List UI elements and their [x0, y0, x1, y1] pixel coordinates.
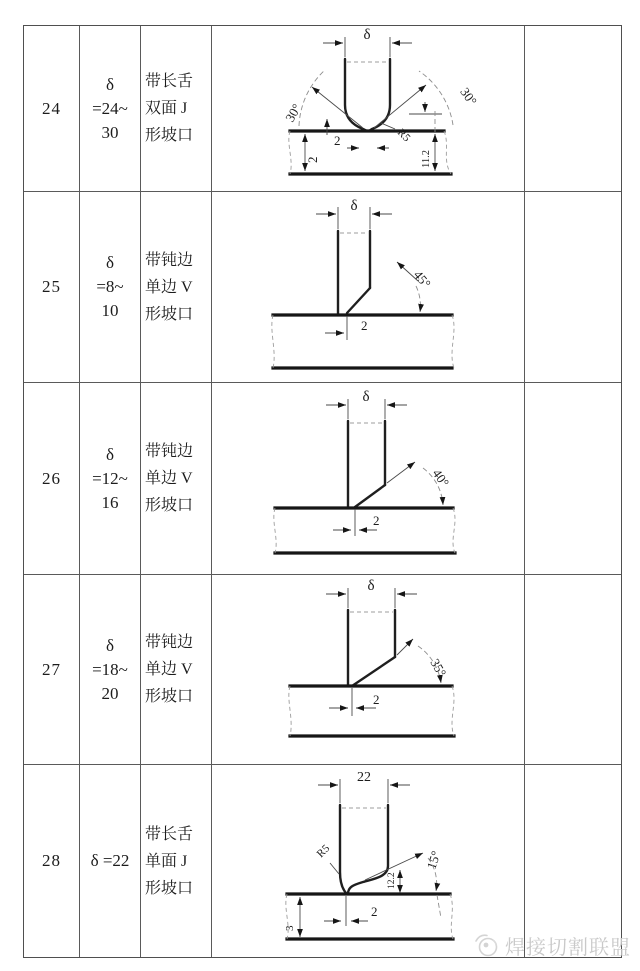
thickness-cell — [80, 575, 141, 765]
row-number: 24 — [42, 98, 61, 118]
watermark — [472, 930, 631, 960]
remarks-cell — [525, 192, 621, 383]
table-row — [24, 192, 621, 383]
dim-label-root-height: 3 — [283, 925, 296, 931]
groove-name-cell — [141, 765, 212, 957]
groove-name-line: 双面 J — [145, 100, 188, 117]
groove-name-line: 形坡口 — [145, 497, 194, 514]
delta-spec-line: =24~ — [92, 98, 128, 118]
groove-name-line: 单面 J — [145, 852, 188, 870]
dim-label-angle-left: 30° — [281, 100, 304, 124]
watermark-text: 焊接切割联盟 — [505, 936, 631, 959]
delta-spec-line: δ — [105, 74, 114, 94]
groove-name-cell — [141, 26, 212, 192]
thickness-cell — [80, 765, 141, 957]
groove-name-line: 带长舌 — [145, 73, 194, 90]
groove-name-cell — [141, 575, 212, 765]
single-j-groove-diagram — [213, 766, 524, 957]
single-bevel-groove-diagram — [213, 384, 524, 574]
thickness-cell — [80, 26, 141, 192]
thickness-cell — [80, 192, 141, 383]
diagram-cell — [212, 383, 525, 575]
dim-label-angle: 40° — [429, 465, 452, 490]
row-number-cell — [24, 383, 80, 575]
diagram-cell — [212, 192, 525, 383]
delta-spec-line: =8~ — [96, 277, 124, 296]
row-number: 27 — [42, 659, 61, 679]
delta-spec-line: δ — [105, 253, 114, 272]
delta-spec-line: 30 — [101, 122, 119, 142]
remarks-cell — [525, 26, 621, 192]
camera-lens-icon — [472, 930, 502, 960]
single-bevel-groove-diagram — [213, 193, 524, 382]
delta-spec-line: 10 — [101, 301, 119, 320]
diagram-cell — [212, 26, 525, 192]
groove-name-line: 带长舌 — [145, 825, 194, 843]
row-number: 25 — [42, 277, 61, 296]
groove-name-line: 单边 V — [145, 278, 193, 296]
dim-label-depth: 12.2 — [386, 871, 397, 889]
groove-name-line: 形坡口 — [145, 688, 194, 705]
delta-spec-line: =18~ — [92, 659, 128, 679]
delta-spec-line: =12~ — [92, 468, 128, 488]
delta-spec-line: δ — [105, 635, 114, 655]
table-row — [24, 765, 621, 957]
dim-label-root-gap: 2 — [370, 903, 377, 919]
dim-label-angle: 35° — [426, 655, 449, 679]
dim-label-angle-right: 30° — [456, 84, 480, 108]
groove-name-line: 形坡口 — [145, 879, 194, 897]
double-j-groove-diagram — [213, 27, 524, 191]
delta-spec-line: δ — [105, 444, 114, 464]
remarks-cell — [525, 575, 621, 765]
row-number: 26 — [42, 468, 61, 488]
row-number-cell — [24, 575, 80, 765]
groove-type-table — [23, 25, 622, 958]
groove-name-cell — [141, 192, 212, 383]
groove-name-line: 单边 V — [145, 661, 193, 678]
dim-label-side: 2 — [304, 156, 320, 163]
row-number: 28 — [42, 851, 61, 870]
dim-label-depth: 11.2 — [420, 149, 432, 168]
remarks-cell — [525, 383, 621, 575]
delta-spec-line: 16 — [101, 492, 119, 512]
table-row — [24, 383, 621, 575]
dim-label-root-gap: 2 — [360, 317, 367, 333]
delta-spec-line: 20 — [101, 683, 119, 703]
dim-label-radius: R5 — [394, 126, 412, 144]
groove-name-line: 带钝边 — [145, 443, 194, 460]
dim-label-delta: δ — [349, 197, 358, 214]
groove-name-cell — [141, 383, 212, 575]
groove-name-line: 带钝边 — [145, 634, 194, 651]
delta-spec-line: δ =22 — [90, 851, 130, 870]
table-row — [24, 575, 621, 765]
dim-label-angle: 45° — [410, 266, 434, 291]
groove-name-line: 形坡口 — [145, 127, 194, 144]
groove-name-line: 单边 V — [145, 470, 193, 487]
dim-label-root-gap: 2 — [333, 132, 340, 148]
row-number-cell — [24, 765, 80, 957]
dim-label-root-gap: 2 — [372, 691, 379, 707]
dim-label-delta: δ — [362, 26, 371, 43]
thickness-cell — [80, 383, 141, 575]
dim-label-radius: R5 — [314, 842, 332, 860]
row-number-cell — [24, 192, 80, 383]
dim-label-width: 22 — [356, 769, 371, 785]
diagram-cell — [212, 765, 525, 957]
table-row — [24, 26, 621, 192]
dim-label-root-gap: 2 — [372, 512, 379, 528]
diagram-cell — [212, 575, 525, 765]
dim-label-delta: δ — [361, 388, 370, 405]
groove-name-line: 带钝边 — [145, 251, 194, 269]
row-number-cell — [24, 26, 80, 192]
groove-name-line: 形坡口 — [145, 305, 194, 323]
single-bevel-groove-diagram — [213, 576, 524, 764]
dim-label-delta: δ — [366, 577, 375, 594]
dim-label-angle: 15° — [423, 848, 443, 871]
remarks-cell — [525, 765, 621, 957]
